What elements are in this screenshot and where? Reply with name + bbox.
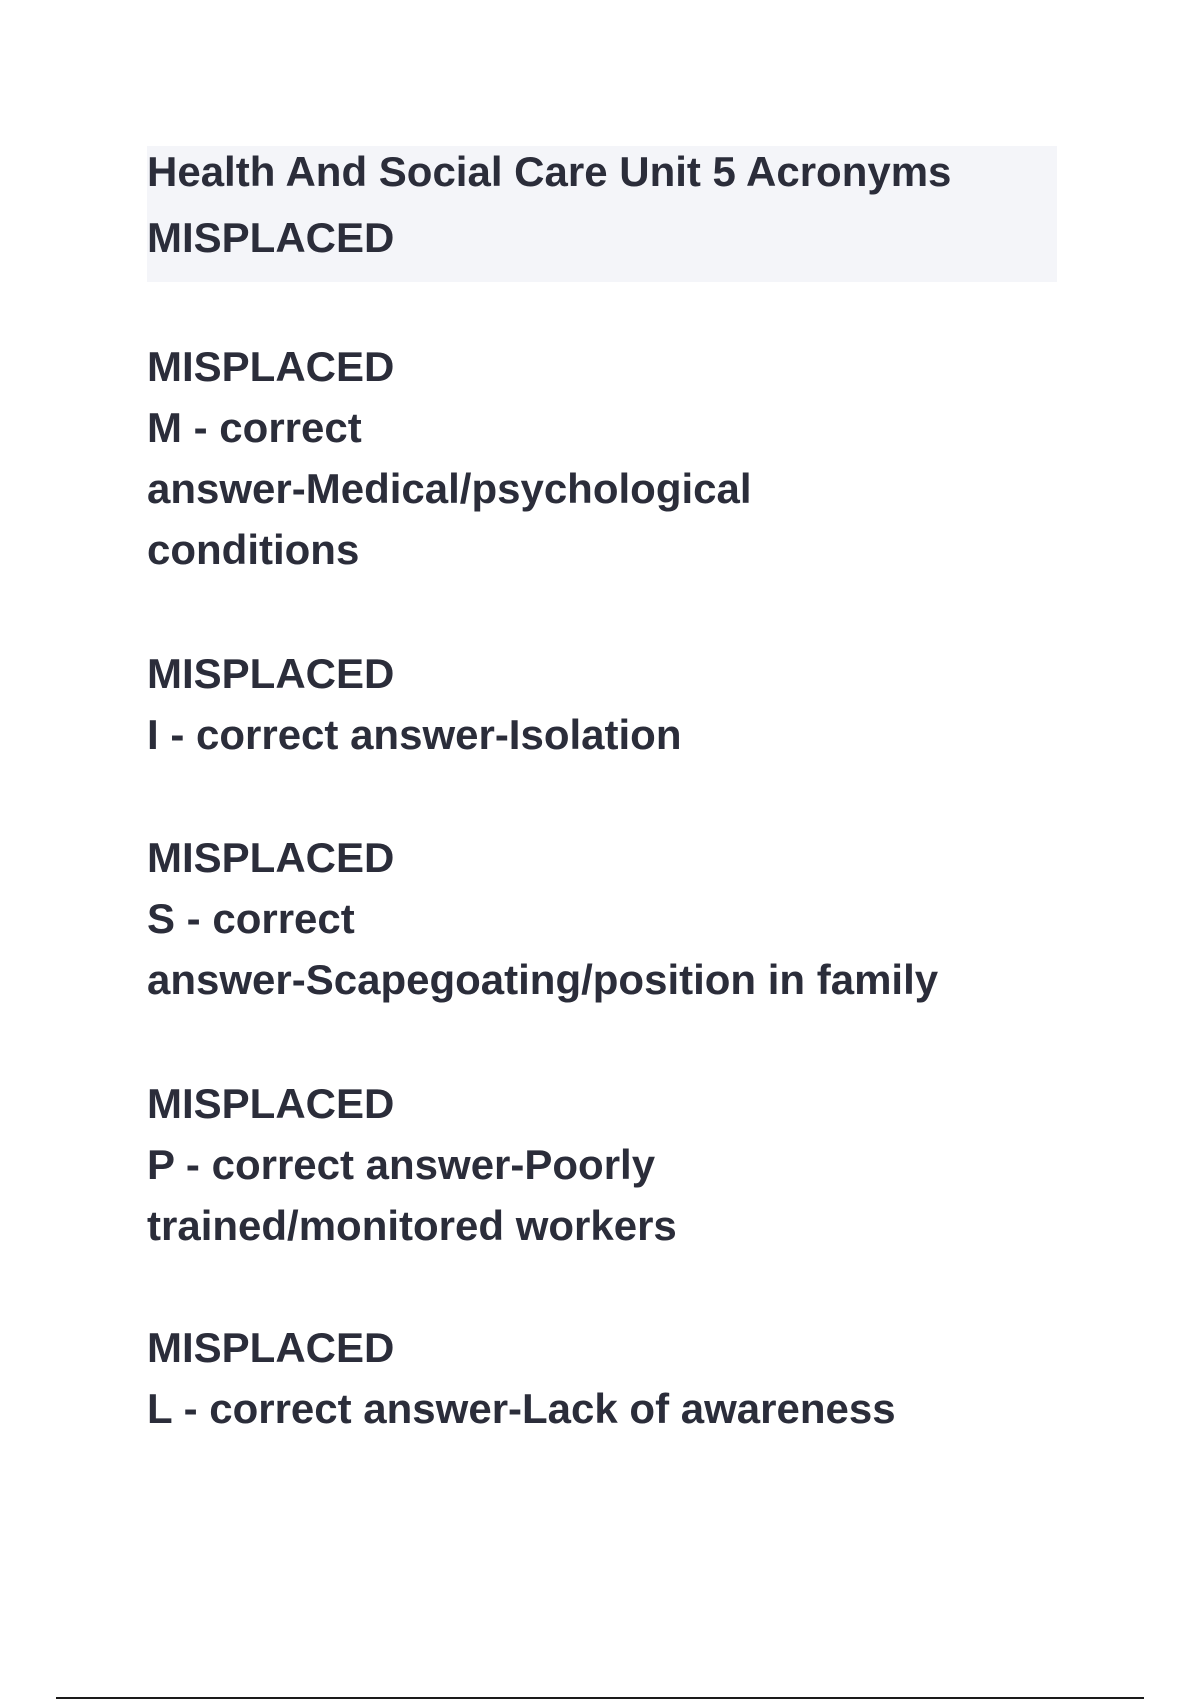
entry-line: conditions [147,526,360,573]
entry-heading: MISPLACED [147,1324,395,1371]
entry-heading: MISPLACED [147,834,395,881]
flashcard-entry-i [147,643,1107,765]
entry-line: L - correct answer-Lack of awareness [147,1385,896,1432]
page-bottom-rule [56,1697,1144,1699]
entry-line: M - correct [147,404,362,451]
entry-line: P - correct answer-Poorly [147,1141,656,1188]
entry-line: S - correct [147,895,355,942]
entry-heading: MISPLACED [147,343,395,390]
entry-heading: MISPLACED [147,650,395,697]
flashcard-entry-m [147,336,1107,580]
entry-line: I - correct answer-Isolation [147,711,682,758]
entry-heading: MISPLACED [147,1080,395,1127]
document-subtitle: MISPLACED [147,214,395,261]
document-title: Health And Social Care Unit 5 Acronyms [147,148,952,195]
entry-line: trained/monitored workers [147,1202,677,1249]
flashcard-entry-p [147,1073,1107,1256]
entry-line: answer-Scapegoating/position in family [147,956,939,1003]
flashcard-entry-l [147,1317,1107,1439]
entry-line: answer-Medical/psychological [147,465,752,512]
flashcard-entry-s [147,827,1107,1010]
